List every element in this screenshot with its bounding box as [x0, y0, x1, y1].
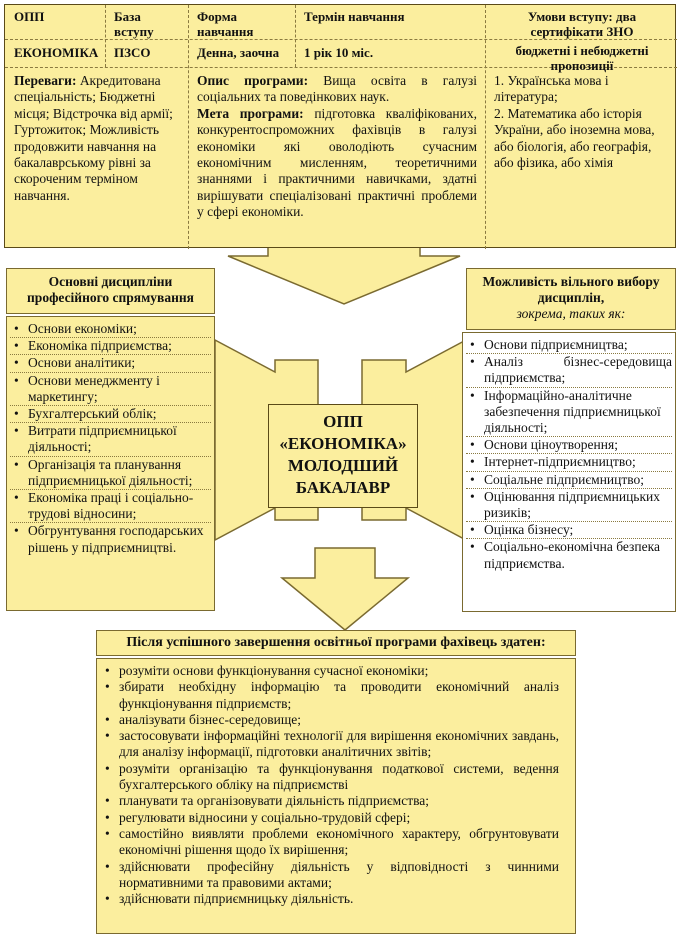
row-conditions: бюджетні і небюджетні пропозиції [515, 43, 649, 73]
list-item: • Інтернет-підприємництво; [466, 453, 672, 470]
outcomes-title-box [96, 630, 576, 656]
list-item: • Основи підприємництва; [466, 337, 672, 353]
outcome-item: • розуміти основи функціонування сучасної економіки; [101, 663, 559, 679]
condition-item: 1. Українська мова і література; [494, 73, 609, 105]
outcome-item: • збирати необхідну інформацію та проводити економічний аналіз функціонування підприємств; [101, 679, 559, 712]
list-item: • Основи ціноутворення; [466, 436, 672, 453]
list-item: • Аналіз бізнес-середовища підприємства; [466, 353, 672, 386]
list-item: • Основи економіки; [10, 321, 211, 337]
list-item: • Інформаційно-аналітичне забезпечення підприємницької діяльності; [466, 387, 672, 437]
center-line: «ЕКОНОМІКА» [279, 434, 407, 453]
row-term: 1 рік 10 міс. [304, 45, 374, 60]
center-line: БАКАЛАВР [295, 478, 391, 497]
right-panel-title-box [466, 268, 676, 330]
right-panel-list [462, 332, 676, 612]
list-item: • Організація та планування підприємницької діяльності; [10, 456, 211, 489]
right-panel-title: Можливість вільного вибору дисциплін, [482, 274, 660, 305]
outcome-item: • аналізувати бізнес-середовище; [101, 712, 559, 728]
list-item: • Бухгалтерський облік; [10, 405, 211, 422]
list-item: • Витрати підприємницької діяльності; [10, 422, 211, 455]
header-opp: ОПП [14, 9, 45, 24]
list-item: • Соціальне підприємництво; [466, 471, 672, 488]
goal-text: підготовка кваліфікованих, конкурентоспроможних фахівців в галузі економіки які оволодіють сучасним економічним мисленням, теоретичними знаннями і практичними навичками, здатні вирішувати спеціалізовані практичні проблеми у сфері економіки. [197, 105, 478, 220]
arrow-down-bottom [282, 548, 408, 630]
program-table [4, 4, 676, 248]
list-item: • Обгрунтування господарських рішень у підприємництві. [10, 522, 211, 555]
arrow-down-top [228, 240, 460, 304]
row-form: Денна, заочна [197, 45, 280, 60]
outcome-item: • розуміти організацію та функціонування податкової системи, ведення бухгалтерського обліку на підприємстві [101, 761, 559, 794]
list-item: • Економіка праці і соціально-трудові відносини; [10, 489, 211, 522]
outcome-item: • регулювати відносини у соціально-трудовій сфері; [101, 810, 559, 826]
header-conditions: Умови вступу: два сертифікати ЗНО [527, 9, 637, 39]
outcome-item: • самостійно виявляти проблеми економічного характеру, обгрунтовувати економічні рішення щодо їх вирішення; [101, 826, 559, 859]
center-program-box [268, 404, 418, 508]
description-label: Опис програми: [197, 73, 309, 88]
list-item: • Оцінювання підприємницьких ризиків; [466, 488, 672, 521]
condition-item: 2. Математика або історія України, або іноземна мова, або біологія, або географія, або фізика, або хімія [494, 105, 655, 171]
advantages [9, 71, 185, 206]
list-item: • Економіка підприємства; [10, 337, 211, 354]
outcome-item: • застосовувати інформаційні технології для вирішення економічних завдань, для аналізу інформації, підготовки аналітичних звітів; [101, 728, 559, 761]
right-panel-subtitle: зокрема, таких як: [516, 306, 626, 321]
outcome-item: • здійснювати підприємницьку діяльність. [101, 891, 559, 907]
center-line: МОЛОДШИЙ [287, 456, 399, 475]
header-term: Термін навчання [304, 9, 405, 24]
row-base: ПЗСО [114, 45, 151, 60]
description [192, 71, 482, 223]
left-panel-list [6, 316, 215, 611]
advantages-text: Акредитована спеціальність; Бюджетні місця; Відстрочка від армії; Гуртожиток; Можливість продовжити навчання на бакалаврському рівні за скороченим терміном навчання. [14, 73, 173, 203]
list-item: • Основи менеджменту і маркетингу; [10, 372, 211, 405]
list-item: • Соціально-економічна безпека підприємства. [466, 538, 672, 571]
outcome-item: • здійснювати професійну діяльність у відповідності з чинними нормативними та правовими актами; [101, 859, 559, 892]
goal-label: Мета програми: [197, 105, 304, 121]
conditions-list [489, 71, 675, 173]
row-opp: ЕКОНОМІКА [14, 45, 99, 60]
header-base: База вступу [114, 9, 154, 39]
left-panel-title: Основні дисципліни професійного спрямування [27, 274, 194, 305]
advantages-label: Переваги: [14, 73, 77, 88]
center-line: ОПП [323, 412, 363, 431]
list-item: • Оцінка бізнесу; [466, 521, 672, 538]
description-text: Вища освіта в галузі соціальних та поведінкових наук. [197, 73, 478, 105]
list-item: • Основи аналітики; [10, 354, 211, 371]
outcome-item: • планувати та організовувати діяльність підприємства; [101, 793, 559, 809]
header-form: Форма навчання [197, 9, 254, 39]
left-panel-title-box [6, 268, 215, 314]
outcomes-list [96, 658, 576, 934]
outcomes-title: Після успішного завершення освітньої програми фахівець здатен: [126, 635, 546, 650]
